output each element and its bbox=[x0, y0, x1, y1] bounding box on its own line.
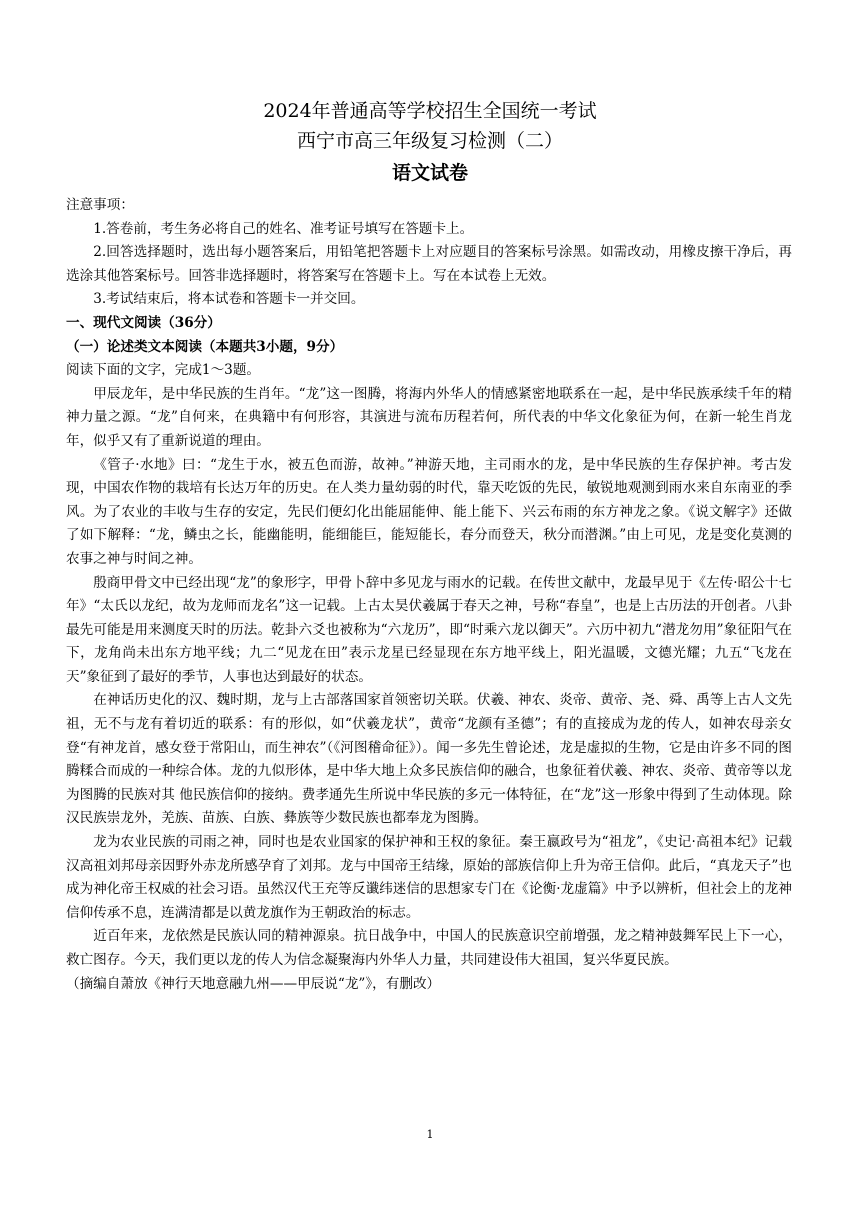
subsection-heading: （一）论述类文本阅读（本题共3小题，9分） bbox=[66, 338, 344, 355]
article-source: （摘编自萧放《神行天地意融九州——甲辰说“龙”》，有删改） bbox=[66, 975, 441, 992]
notice-item-1: 1.答卷前，考生务必将自己的姓名、准考证号填写在答题卡上。 bbox=[93, 220, 474, 237]
article-paragraph-2: 《管子·水地》曰：“龙生于水，被五色而游，故神。”神游天地，主司雨水的龙，是中华民族的生存保护神。考古发现，中国农作物的栽培有长达万年的历史。在人类力量幼弱的时代，靠天吃饭的先民，敏锐地观测到雨水来自东南亚的季风。为了农业的丰收与生存的安定，先民们便幻化出能屈能伸、能上能下、兴云布雨的东方神龙之象。《说文解字》还做了如下解释：“龙，鳞虫之长，能幽能明，能细能巨，能短能长，春分而登天，秋分而潜渊。”由上可见，龙是变化莫测的农事之神与时间之神。 bbox=[66, 456, 792, 567]
notice-item-3: 3.考试结束后，将本试卷和答题卡一并交回。 bbox=[93, 291, 365, 308]
page-number: 1 bbox=[426, 1128, 434, 1141]
exam-body bbox=[66, 194, 792, 996]
article-paragraph-4: 在神话历史化的汉、魏时期，龙与上古部落国家首领密切关联。伏羲、神农、炎帝、黄帝、尧、舜、禹等上古人文先祖，无不与龙有着切近的联系：有的形似，如“伏羲龙状”，黄帝“龙颜有圣德”；有的直接成为龙的传人，如神农母亲女登“有神龙首，感女登于常阳山，而生神农”（《河图稽命征》）。闻一多先生曾论述，龙是虚拟的生物，它是由许多不同的图腾糅合而成的一种综合体。龙的九似形体，是中华大地上众多民族信仰的融合，也象征着伏羲、神农、炎帝、黄帝等以龙为图腾的民族对其 他民族信仰的接纳。费孝通先生所说中华民族的多元一体特征，在“龙”这一形象中得到了生动体现。除汉民族崇龙外，羌族、苗族、白族、彝族等少数民族也都奉龙为图腾。 bbox=[66, 692, 792, 827]
section-heading: 一、现代文阅读（36分） bbox=[66, 314, 221, 331]
notice-item-2: 2.回答选择题时，选出每小题答案后，用铅笔把答题卡上对应题目的答案标号涂黑。如需改动，用橡皮擦干净后，再选涂其他答案标号。回答非选择题时，将答案写在答题卡上。写在本试卷上无效。 bbox=[66, 244, 792, 284]
article-paragraph-1: 甲辰龙年，是中华民族的生肖年。“龙”这一图腾，将海内外华人的情感紧密地联系在一起，是中华民族承续千年的精神力量之源。“龙”自何来，在典籍中有何形容，其演进与流布历程若何，所代表的中华文化象征为何，在新一轮生肖龙年，似乎又有了重新说道的理由。 bbox=[66, 385, 792, 449]
notice-heading: 注意事项： bbox=[66, 197, 134, 213]
exam-subject: 语文试卷 bbox=[391, 162, 468, 184]
article-paragraph-5: 龙为农业民族的司雨之神，同时也是农业国家的保护神和王权的象征。秦王嬴政号为“祖龙”，《史记·高祖本纪》记载汉高祖刘邦母亲因野外赤龙所感孕育了刘邦。龙与中国帝王结缘，原始的部族信仰上升为帝王信仰。此后，“真龙天子”也成为神化帝王权威的社会习语。虽然汉代王充等反谶纬迷信的思想家专门在《论衡·龙虚篇》中予以辨析，但社会上的龙神信仰传承不息，连满清都是以黄龙旗作为王朝政治的标志。 bbox=[66, 834, 792, 921]
exam-subtitle: 西宁市高三年级复习检测（二） bbox=[296, 130, 563, 152]
article-paragraph-6: 近百年来，龙依然是民族认同的精神源泉。抗日战争中，中国人的民族意识空前增强，龙之精神鼓舞军民上下一心，救亡图存。今天，我们更以龙的传人为信念凝聚海内外华人力量，共同建设伟大祖国，复兴华夏民族。 bbox=[66, 928, 792, 968]
reading-instruction: 阅读下面的文字，完成1～3题。 bbox=[66, 362, 261, 379]
article-paragraph-3: 殷商甲骨文中已经出现“龙”的象形字，甲骨卜辞中多见龙与雨水的记载。在传世文献中，龙最早见于《左传·昭公十七年》“太氏以龙纪，故为龙师而龙名”这一记载。上古太昊伏羲属于春天之神，号称“春皇”，也是上古历法的开创者。八卦最先可能是用来测度天时的历法。乾卦六爻也被称为“六龙历”，即“时乘六龙以御天”。六历中初九“潜龙勿用”象征阳气在下，龙角尚未出东方地平线；九二“见龙在田”表示龙星已经显现在东方地平线上，阳光温暖，文德光耀；九五“飞龙在天”象征到了最好的季节，人事也达到最好的状态。 bbox=[66, 574, 792, 685]
exam-title: 2024年普通高等学校招生全国统一考试 bbox=[263, 100, 597, 122]
exam-title-block bbox=[0, 96, 860, 188]
